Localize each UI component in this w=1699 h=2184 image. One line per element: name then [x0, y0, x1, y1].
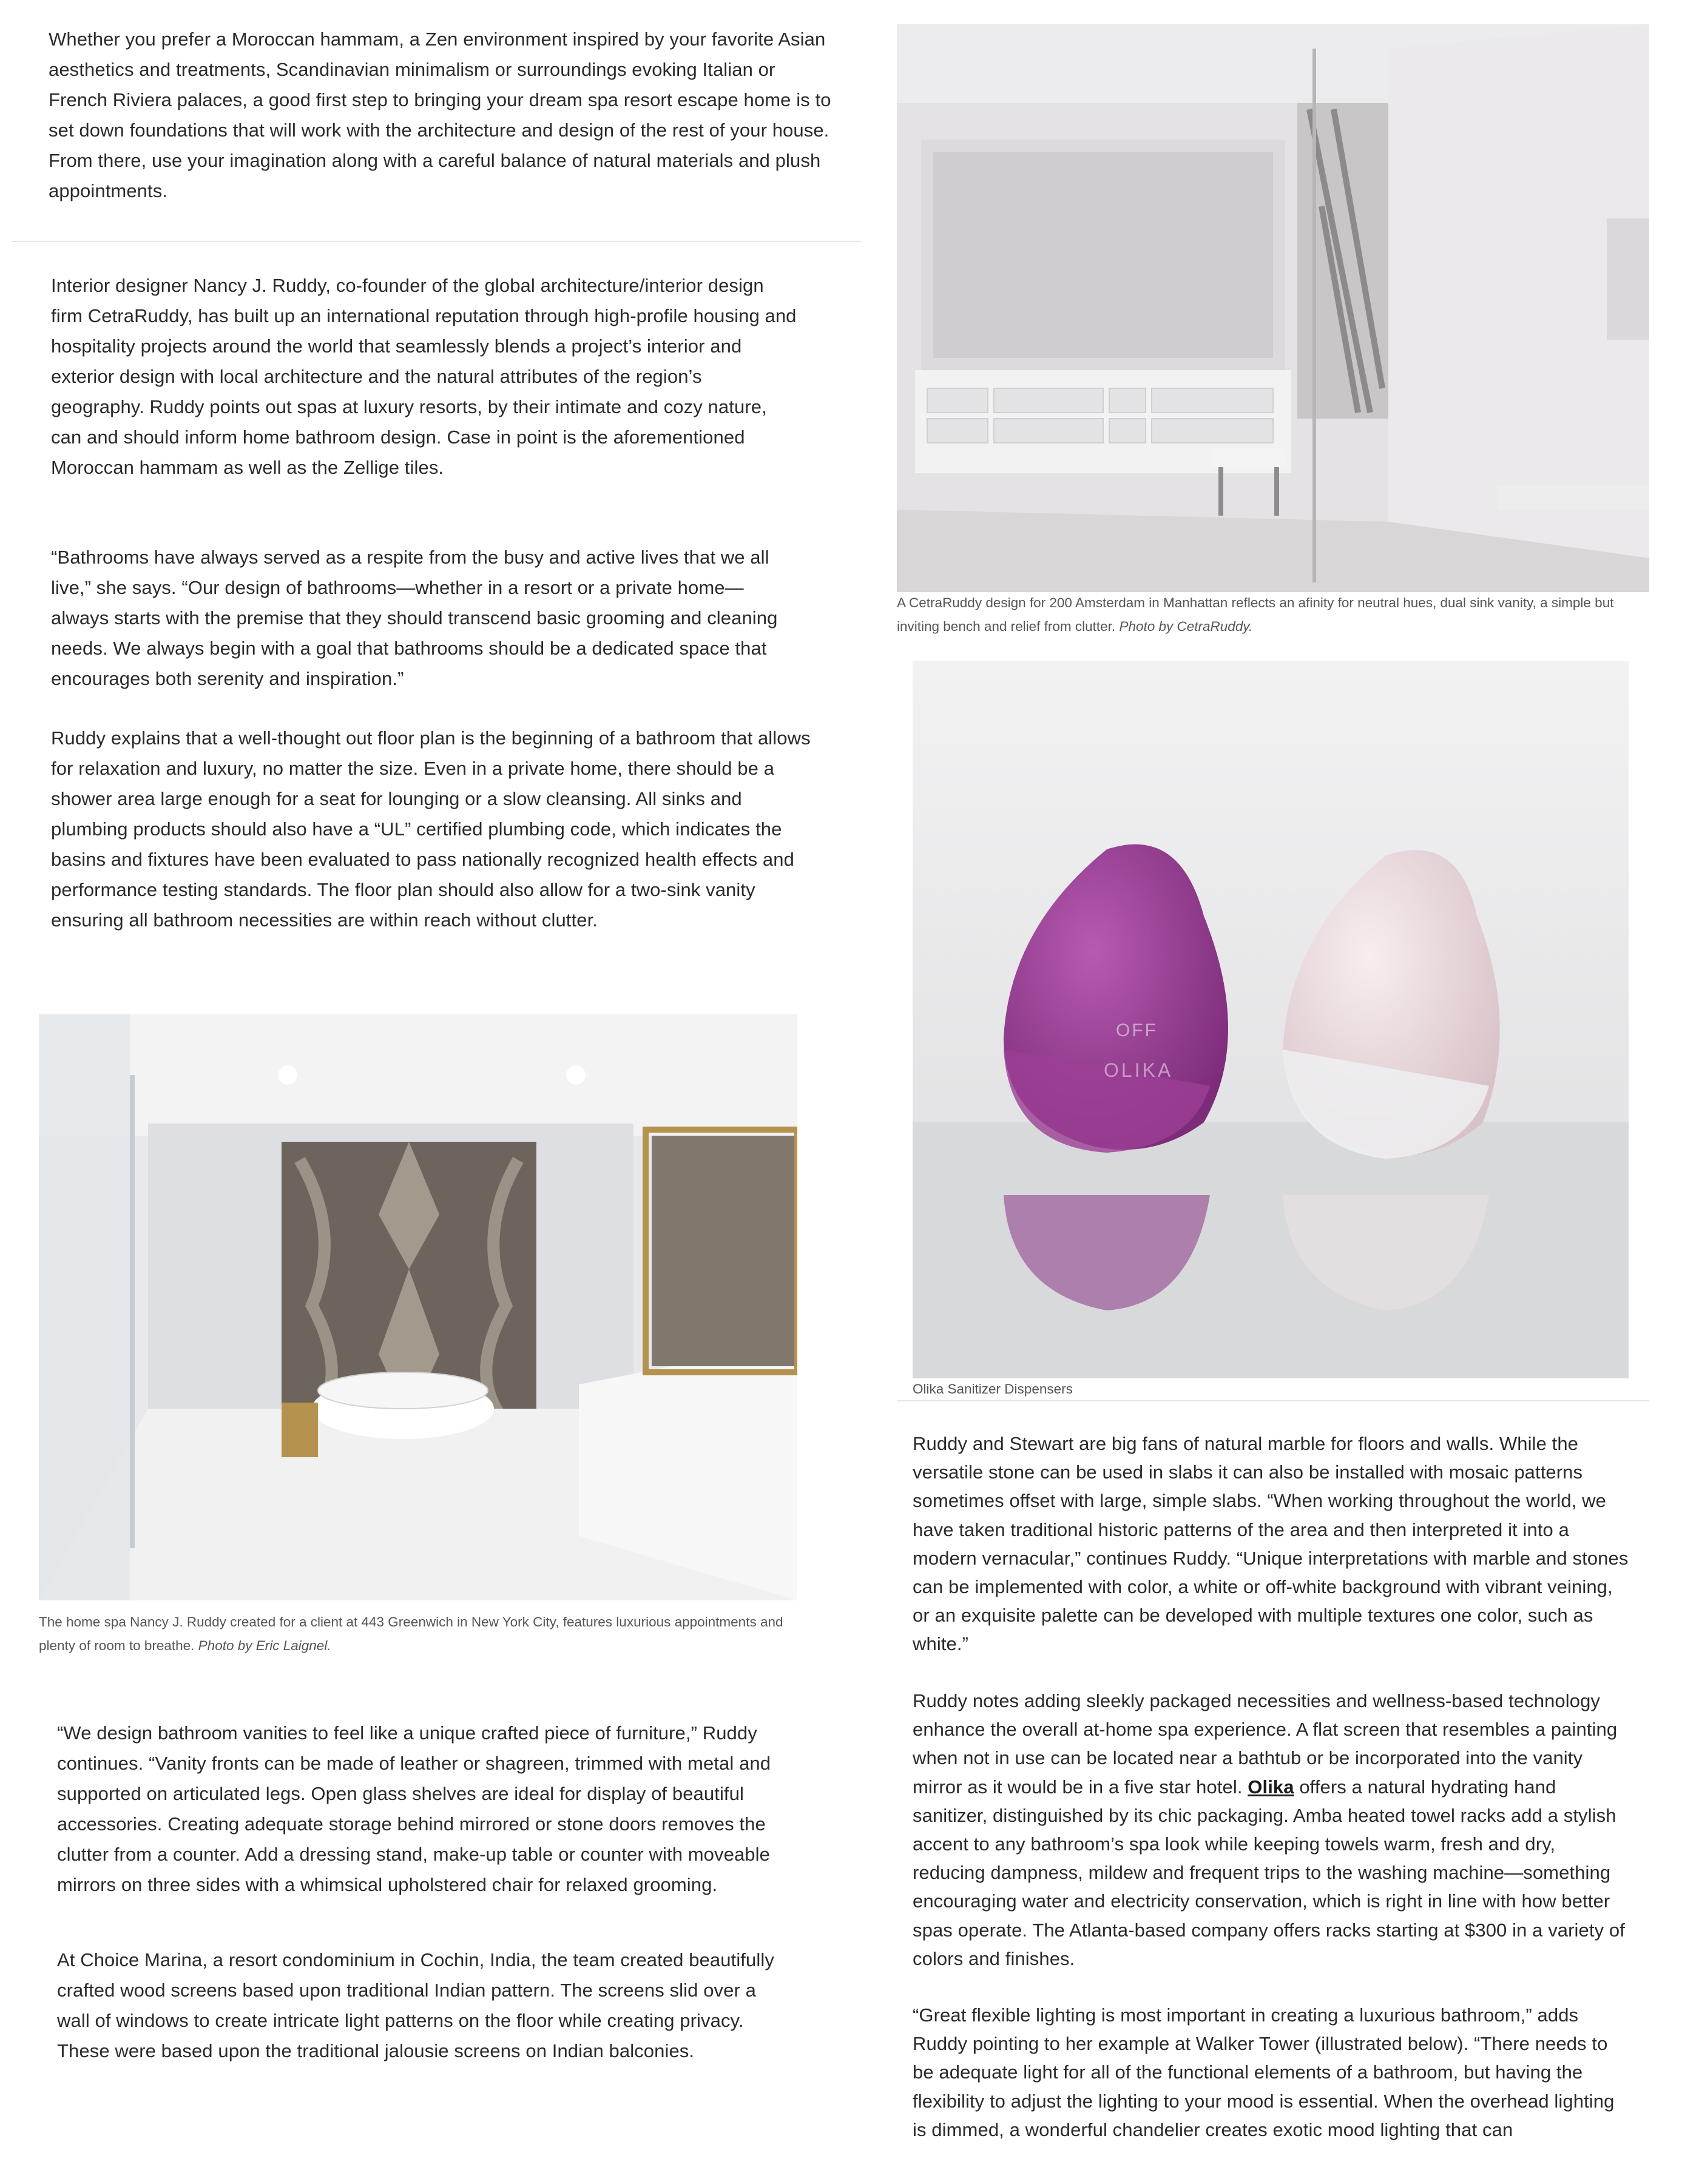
amsterdam-bathroom-photo: [897, 24, 1649, 592]
dispenser-off-label: OFF: [1116, 1020, 1158, 1040]
dispenser-brand-label: OLIKA: [1104, 1059, 1174, 1081]
section-divider: [12, 241, 862, 242]
greenwich-bathroom-photo: [39, 1014, 797, 1600]
vanity-quote-paragraph: “We design bathroom vanities to feel like a unique crafted piece of furniture,” Ruddy continues. “Vanity fronts can be made of leather or shagreen, trimmed with metal and supported on articulated legs. Open glass shelves are ideal for display of beautiful accessories. Creating adequate storage behind mirrored or stone doors removes the clutter from a counter. Add a dressing stand, make-up table or counter with moveable mirrors on three sides with a whimsical upholstered chair for relaxed grooming.: [57, 1722, 771, 1895]
photo-credit: Photo by Eric Laignel.: [198, 1638, 331, 1653]
paragraph-text: Ruddy notes adding sleekly packaged necessities and wellness-based technology enhance the overall at-home spa experience. A flat screen that resembles a painting when not in use can be located near a bathtub or be incorporated into the vanity mirror as it would be in a five star hotel.: [913, 1690, 1618, 1798]
marble-paragraph: Ruddy and Stewart are big fans of natural marble for floors and walls. While the versatile stone can be used in slabs it can also be installed with mosaic patterns sometimes offset with large, simple slabs. “When working throughout the world, we have taken traditional historic patterns of the area and then interpreted it into a modern vernacular,” continues Ruddy. “Unique interpretations with marble and stones can be implemented with color, a white or off-white background with vibrant veining, or an exquisite palette can be developed with multiple textures one color, such as white.”: [913, 1433, 1629, 1655]
ruddy-quote-paragraph: “Bathrooms have always served as a respite from the busy and active lives that we all live,” she says. “Our design of bathrooms—whether in a resort or a private home—always starts with the premise that they should transcend basic grooming and cleaning needs. We always begin with a goal that bathrooms should be a dedicated space that encourages both serenity and inspiration.”: [51, 547, 778, 689]
floor-plan-paragraph: Ruddy explains that a well-thought out floor plan is the beginning of a bathroom that allows for relaxation and luxury, no matter the size. Even in a private home, there should be a shower area large enough for a seat for lounging or a slow cleansing. All sinks and plumbing products should also have a “UL” certified plumbing code, which indicates the basins and fixtures have been evaluated to pass nationally recognized health effects and performance testing standards. The floor plan should also allow for a two-sink vanity ensuring all bathroom necessities are within reach without clutter.: [51, 727, 811, 931]
choice-marina-paragraph: At Choice Marina, a resort condominium in Cochin, India, the team created beautifully crafted wood screens based upon traditional Indian pattern. The screens slid over a wall of windows to create intricate light patterns on the floor while creating privacy. These were based upon the traditional jalousie screens on Indian balconies.: [57, 1949, 774, 2061]
caption-text: The home spa Nancy J. Ruddy created for a client at 443 Greenwich in New York City, features luxurious appointments and plenty of room to breathe.: [39, 1614, 783, 1653]
dispenser-on-label: on: [1362, 1022, 1386, 1042]
section-divider: [897, 1400, 1649, 1401]
paragraph-text: offers a natural hydrating hand sanitizer, distinguished by its chic packaging. Amba heated towel racks add a stylish accent to any bathroom’s spa look while keeping towels warm, fresh and dry, reducing dampness, mildew and frequent trips to the washing machine—something encouraging water and electricity conservation, which is right in line with how better spas operate. The Atlanta-based company offers racks starting at $300 in a variety of colors and finishes.: [913, 1776, 1625, 1969]
amsterdam-photo-caption: [897, 591, 1655, 638]
ruddy-bio-paragraph: Interior designer Nancy J. Ruddy, co-founder of the global architecture/interior design firm CetraRuddy, has built up an international reputation through high-profile housing and hospitality projects around the world that seamlessly blends a project’s interior and exterior design with local architecture and the natural attributes of the region’s geography. Ruddy points out spas at luxury resorts, by their intimate and cozy nature, can and should inform home bathroom design. Case in point is the aforementioned Moroccan hammam as well as the Zellige tiles.: [51, 275, 797, 478]
greenwich-photo-caption: [39, 1610, 803, 1657]
lighting-paragraph: “Great flexible lighting is most important in creating a luxurious bathroom,” adds Ruddy pointing to her example at Walker Tower (illustrated below). “There needs to be adequate light for all of the functional elements of a bathroom, but having the flexibility to adjust the lighting to your mood is essential. When the overhead lighting is dimmed, a wonderful chandelier creates exotic mood lighting that can: [913, 2004, 1615, 2140]
intro-paragraph: Whether you prefer a Moroccan hammam, a Zen environment inspired by your favorite Asian aesthetics and treatments, Scandinavian minimalism or surroundings evoking Italian or French Riviera palaces, a good first step to bringing your dream spa resort escape home is to set down foundations that will work with the architecture and design of the rest of your house. From there, use your imagination along with a careful balance of natural materials and plush appointments.: [49, 29, 831, 201]
olika-photo-caption: Olika Sanitizer Dispensers: [913, 1381, 1073, 1397]
spa-technology-paragraph: [913, 1687, 1629, 1973]
olika-link[interactable]: Olika: [1248, 1776, 1294, 1798]
olika-dispensers-photo: [913, 661, 1629, 1378]
photo-credit: Photo by CetraRuddy.: [1119, 619, 1253, 634]
caption-text: A CetraRuddy design for 200 Amsterdam in Manhattan reflects an afinity for neutral hues, dual sink vanity, a simple but inviting bench and relief from clutter.: [897, 595, 1614, 634]
